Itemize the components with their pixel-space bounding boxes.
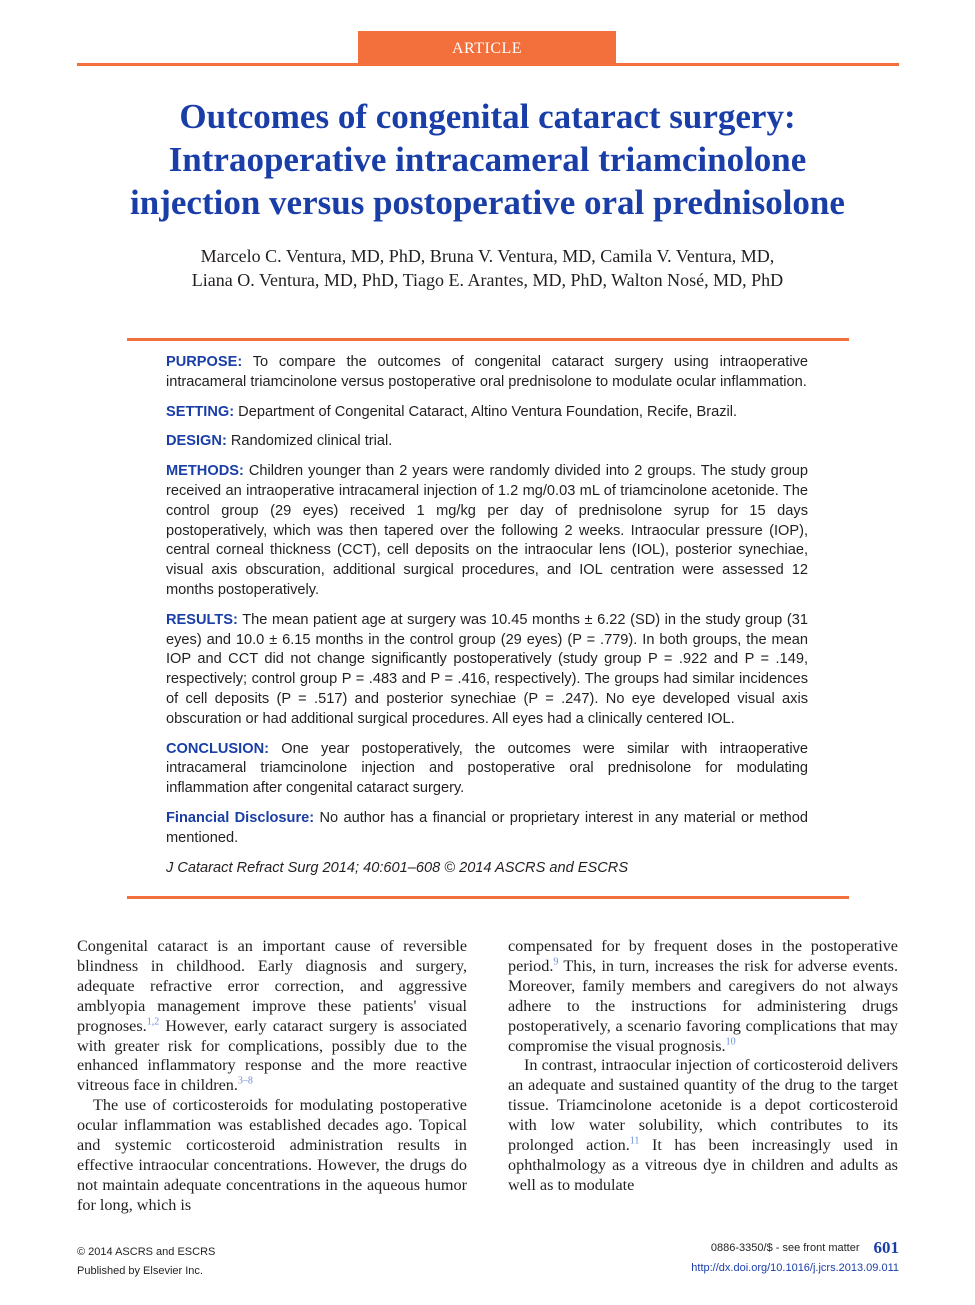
author-line: Liana O. Ventura, MD, PhD, Tiago E. Arantes, MD, PhD, Walton Nosé, MD, PhD <box>191 270 784 290</box>
reference-link[interactable]: 3–8 <box>237 1075 253 1087</box>
reference-link[interactable]: 1,2 <box>146 1016 160 1028</box>
footer-publisher: Published by Elsevier Inc. <box>77 1265 203 1277</box>
abstract-methods: METHODS: Children younger than 2 years were randomly divided into 2 groups. The study group received an intraoperative intracameral injection of 1.2 mg/0.03 mL of triamcinolone acetonide. The control group (29 eyes) received 1 mg/kg per day of prednisolone syrup for 15 days postoperatively, which was then tapered over the following 2 weeks. Intraocular pressure (IOP), central corneal thickness (CCT), cell deposits on the intraocular lens (IOL), posterior synechiae, visual axis obscuration, additional surgical procedures, and IOL centration were assessed 12 months postoperatively. <box>166 463 808 598</box>
abstract-label: PURPOSE: <box>166 354 243 370</box>
body-column-right <box>508 937 898 1196</box>
abstract-label: CONCLUSION: <box>166 740 269 757</box>
body-paragraph: Congenital cataract is an important cause of reversible blindness in childhood. Early diagnosis and surgery, adequate refractive error correction, and aggressive amblyopia management improve these patients' visual prognoses.$^{1,2}$ However, early cataract surgery is associated with greater risk for complications, possibly due to the enhanced inflammatory response and the more reactive vitreous face in children.$^{3-8}$ <box>77 937 467 1095</box>
footer-left <box>77 1243 215 1281</box>
abstract-setting: SETTING: Department of Congenital Cataract, Altino Ventura Foundation, Recife, Brazil. <box>166 403 738 420</box>
title-line: Outcomes of congenital cataract surgery: <box>179 97 796 136</box>
title-line: injection versus postoperative oral prednisolone <box>130 183 845 222</box>
abstract-results: RESULTS: The mean patient age at surgery was 10.45 months ± 6.22 (SD) in the study group (31 eyes) and 10.0 ± 6.15 months in the control group (29 eyes) (P = .779). In both groups, the mean IOP and CCT did not change significantly postoperatively (study group P = .922 and P = .149, respectively; control group P = .483 and P = .416, respectively). The groups had similar incidences of cell deposits (P = .517) and posterior synechiae (P = .247). No eye developed visual axis obscuration or had additional surgical procedures. All eyes had a clinically centered IOL. <box>166 611 808 727</box>
body-paragraph: The use of corticosteroids for modulating postoperative ocular inflammation was established decades ago. Topical and systemic corticosteroid administration results in effective intraocular concentrations. However, the drugs do not maintain adequate concentrations in the aqueous humor for long, which is <box>77 1096 467 1214</box>
doi-link[interactable]: http://dx.doi.org/10.1016/j.jcrs.2013.09.011 <box>691 1262 899 1275</box>
abstract-label: DESIGN: <box>166 433 227 450</box>
abstract-label: RESULTS: <box>166 611 238 628</box>
abstract <box>166 353 808 888</box>
abstract-design: DESIGN: Randomized clinical trial. <box>166 433 393 450</box>
reference-link[interactable]: 11 <box>629 1135 640 1147</box>
header-rule <box>77 63 899 66</box>
abstract-purpose: PURPOSE: To compare the outcomes of congenital cataract surgery using intraoperative intracameral triamcinolone versus postoperative oral prednisolone to modulate ocular inflammation. <box>166 354 808 390</box>
abstract-label: Financial Disclosure: <box>166 809 315 826</box>
journal-citation: J Cataract Refract Surg 2014; 40:601–608 © 2014 ASCRS and ESCRS <box>166 859 629 876</box>
abstract-bottom-rule <box>127 896 849 899</box>
reference-link[interactable]: 10 <box>725 1036 736 1048</box>
author-list <box>60 244 915 292</box>
author-line: Marcelo C. Ventura, MD, PhD, Bruna V. Ventura, MD, Camila V. Ventura, MD, <box>200 246 775 266</box>
title-line: Intraoperative intracameral triamcinolone <box>168 140 807 179</box>
body-paragraph: compensated for by frequent doses in the postoperative period.$^9$ This, in turn, increases the risk for adverse events. Moreover, family members and caregivers do not always adhere to the instructions for administering drugs postoperatively, a scenario favoring complications that may compromise the visual prognosis.$^{10}$ <box>508 937 898 1055</box>
reference-link[interactable]: 9 <box>553 956 559 968</box>
abstract-conclusion: CONCLUSION: One year postoperatively, the outcomes were similar with intraoperative intracameral triamcinolone injection and postoperative oral prednisolone for modulating inflammation after congenital cataract surgery. <box>166 740 808 797</box>
abstract-top-rule <box>127 338 849 341</box>
footer-issn: 0886-3350/$ - see front matter <box>710 1242 860 1255</box>
article-title <box>60 95 915 224</box>
abstract-label: METHODS: <box>166 463 244 480</box>
footer-right <box>691 1238 899 1278</box>
abstract-disclosure: Financial Disclosure: No author has a financial or proprietary interest in any material or method mentioned. <box>166 809 808 846</box>
footer-copyright: © 2014 ASCRS and ESCRS <box>77 1246 216 1258</box>
abstract-label: SETTING: <box>166 403 235 420</box>
body-paragraph: In contrast, intraocular injection of corticosteroid delivers an adequate and sustained quantity of the drug to the target tissue. Triamcinolone acetonide is a depot corticosteroid with low water solubility, which contributes to its prolonged action.$^{11}$ It has been increasingly used in ophthalmology as a vitreous dye in children and adults as well as to modulate <box>508 1056 898 1194</box>
article-section-tab: ARTICLE <box>358 31 616 65</box>
body-column-left <box>77 937 467 1216</box>
page-number: 601 <box>873 1238 899 1258</box>
